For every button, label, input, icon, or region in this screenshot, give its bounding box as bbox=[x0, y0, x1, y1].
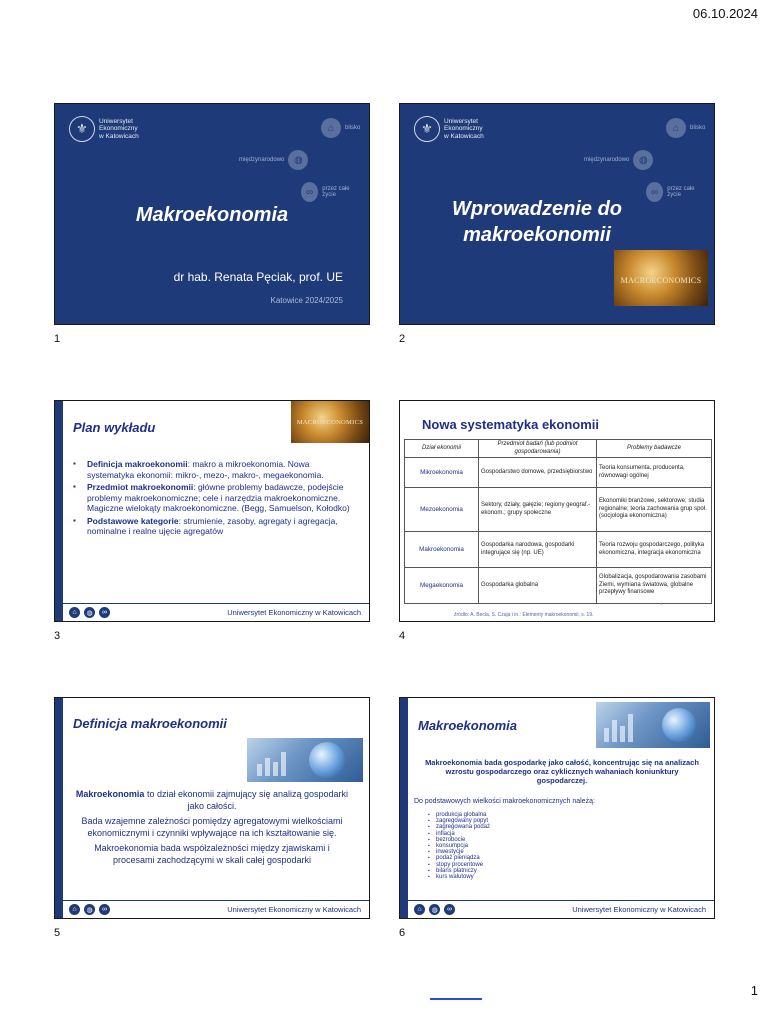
table-row: Makroekonomia Gospodarka narodowa, gospodarki integrujące się (np. UE) Teoria rozwoju gospodarczego, polityka ekonomiczna, integracja ekonomiczna bbox=[405, 532, 712, 568]
globe-icon: ◍ bbox=[84, 904, 95, 915]
macroeconomics-image bbox=[614, 250, 708, 306]
tagline-blisko: blisko bbox=[345, 125, 361, 131]
slide-number: 3 bbox=[54, 630, 61, 642]
tagline-icons bbox=[574, 116, 704, 206]
page-number: 1 bbox=[750, 983, 758, 998]
infinity-icon: ∞ bbox=[99, 607, 110, 618]
logo-line: w Katowicach bbox=[444, 132, 484, 140]
tagline-przez-cale-zycie: przez całe życie bbox=[322, 186, 350, 198]
tagline-icons bbox=[229, 116, 359, 206]
list-item: ▪ bilans płatniczy bbox=[428, 868, 490, 874]
slide-footer bbox=[63, 603, 369, 621]
seal-icon: ⚜ bbox=[69, 116, 95, 142]
table-header: Przedmiot badań (lub podmiot gospodarowania) bbox=[479, 440, 597, 458]
globe-icon: ◍ bbox=[633, 150, 653, 170]
table-header: Dział ekonomii bbox=[405, 440, 479, 458]
footer-label: Uniwersytet Ekonomiczny w Katowicach bbox=[227, 905, 361, 914]
seal-icon: ⚜ bbox=[414, 116, 440, 142]
list-item: ▪ Podstawowe kategorie: strumienie, zasoby, agregaty i agregacja, nominalne i realne ujęcie agregatów bbox=[73, 516, 355, 537]
page-date: 06.10.2024 bbox=[692, 6, 758, 21]
lead-text: Makroekonomia bada gospodarkę jako całość, koncentrując się na analizach wzrostu gospodarczego oraz cyklicznych wahaniach koniunktury gospodarczej. bbox=[425, 758, 699, 785]
list-item: ▪ produkcja globalna bbox=[428, 812, 490, 818]
logo-line: Ekonomiczny bbox=[99, 125, 138, 133]
systematics-table bbox=[404, 439, 712, 604]
tagline-przez-cale-zycie: przez całe życie bbox=[667, 186, 695, 198]
list-item: ▪ podaż pieniądza bbox=[428, 855, 490, 861]
table-source: źródło: A. Becla, S. Czaja i in.: Elementy makroekonomii, s. 19. bbox=[454, 612, 594, 618]
home-icon: ⌂ bbox=[414, 904, 425, 915]
logo-line: w Katowicach bbox=[99, 132, 139, 140]
tagline-blisko: blisko bbox=[690, 125, 706, 131]
table-row: Megaekonomia Gospodarka globalna Globalizacja, gospodarowania zasobami Ziemi, wymiana światowa, globalne przepływy finansowe bbox=[405, 568, 712, 604]
slide-1[interactable] bbox=[54, 103, 370, 325]
list-item: ▪ konsumpcja bbox=[428, 843, 490, 849]
slide-number: 5 bbox=[54, 927, 61, 939]
paragraph: Bada wzajemne zależności pomiędzy agregatowymi wielkościami ekonomicznymi i czynniki wpływające na ich kształtowanie się. bbox=[81, 816, 343, 838]
home-icon: ⌂ bbox=[321, 118, 341, 138]
macroeconomics-image bbox=[291, 401, 369, 443]
slide-number: 4 bbox=[399, 630, 406, 642]
bullet-list bbox=[73, 459, 355, 539]
slide-title: Nowa systematyka ekonomii bbox=[422, 417, 600, 432]
author: dr hab. Renata Pęciak, prof. UE bbox=[173, 270, 343, 284]
table-row: Mezoekonomia Sektory, działy, gałęzie; regiony geograf.-ekonom.; grupy społeczne Ekonomiki branżowe, sektorowe; studia regionalne; teoria zachowania grup społ. (socjologia ekonomiczna) bbox=[405, 488, 712, 532]
slide-title-line-1: Wprowadzenie do bbox=[452, 198, 622, 220]
list-item: ▪ kurs walutowy bbox=[428, 874, 490, 880]
slide-footer bbox=[63, 900, 369, 918]
definition-text: Makroekonomia to dział ekonomii zajmujący się analizą gospodarki jako całości. Bada wzajemne zależności pomiędzy agregatowymi wielkościami ekonomicznymi i czynniki wpływające na ich kształtowanie się. Makroekonomia bada współzależności między zjawiskami i procesami zachodzącymi w skali całej gospodarki bbox=[75, 789, 349, 865]
slide-title: Makroekonomia bbox=[418, 718, 517, 733]
globe-icon: ◍ bbox=[288, 150, 308, 170]
slide-title: Plan wykładu bbox=[73, 420, 156, 435]
finance-chart-image bbox=[247, 738, 363, 782]
term: Makroekonomia bbox=[75, 789, 145, 799]
home-icon: ⌂ bbox=[69, 607, 80, 618]
slide-5[interactable] bbox=[54, 697, 370, 919]
slide-title: Makroekonomia bbox=[135, 204, 289, 226]
slide-number: 6 bbox=[399, 927, 406, 939]
infinity-icon: ∞ bbox=[444, 904, 455, 915]
slide-title: Definicja makroekonomii bbox=[73, 716, 227, 731]
list-item: ▪ bezrobocie bbox=[428, 837, 490, 843]
list-item: ▪ Przedmiot makroekonomii: główne problemy badawcze, podejście problemy makroekonomiczne; cele i narzędzia makroekonomiczne. Magiczne wielokąty makroekonomiczne. (Begg, Samuelson, Kołodko) bbox=[73, 482, 355, 514]
footer-label: Uniwersytet Ekonomiczny w Katowicach bbox=[572, 905, 706, 914]
paragraph: Makroekonomia bada współzależności między zjawiskami i procesami zachodzącymi w skali całej gospodarki bbox=[94, 843, 330, 865]
table-header: Problemy badawcze bbox=[597, 440, 712, 458]
university-logo bbox=[69, 116, 139, 142]
home-icon: ⌂ bbox=[666, 118, 686, 138]
list-item: ▪ inflacja bbox=[428, 831, 490, 837]
tagline-miedzynarodowo: międzynarodowo bbox=[239, 157, 285, 163]
image-caption: MACROECONOMICS bbox=[620, 276, 702, 285]
intro-text: Do podstawowych wielkości makroekonomicznych należą: bbox=[414, 798, 595, 805]
logo-line: Uniwersytet bbox=[99, 117, 133, 125]
slide-4[interactable] bbox=[399, 400, 715, 622]
left-accent-bar bbox=[55, 401, 63, 621]
slide-6[interactable] bbox=[399, 697, 715, 919]
finance-chart-image bbox=[596, 702, 710, 748]
footer-link[interactable] bbox=[430, 998, 482, 1000]
left-accent-bar bbox=[400, 698, 408, 918]
slide-number: 2 bbox=[399, 333, 406, 345]
home-icon: ⌂ bbox=[69, 904, 80, 915]
infinity-icon: ∞ bbox=[99, 904, 110, 915]
globe-icon: ◍ bbox=[429, 904, 440, 915]
list-item: ▪ inwestycje bbox=[428, 849, 490, 855]
infinity-icon: ∞ bbox=[301, 182, 318, 202]
globe-icon: ◍ bbox=[84, 607, 95, 618]
slide-number: 1 bbox=[54, 333, 61, 345]
list-item: ▪ Definicja makroekonomii: makro a mikroekonomia. Nowa systematyka ekonomii: mikro-, mezo-, makro-, megaekonomia. bbox=[73, 459, 355, 480]
list-item: ▪ stopy procentowe bbox=[428, 862, 490, 868]
slide-page-marker: 4 bbox=[660, 601, 663, 606]
slide-title-line-2: makroekonomii bbox=[463, 224, 611, 246]
slide-3[interactable] bbox=[54, 400, 370, 622]
tagline-miedzynarodowo: międzynarodowo bbox=[584, 157, 630, 163]
footer-label: Uniwersytet Ekonomiczny w Katowicach bbox=[227, 608, 361, 617]
image-caption: MACROECONOMICS bbox=[296, 419, 364, 426]
logo-line: Ekonomiczny bbox=[444, 125, 483, 133]
slide-footer bbox=[408, 900, 714, 918]
list-item: ▪ zagregowana podaż bbox=[428, 824, 490, 830]
macro-quantities-list bbox=[428, 812, 490, 880]
logo-line: Uniwersytet bbox=[444, 117, 478, 125]
slide-2[interactable] bbox=[399, 103, 715, 325]
table-row: Mikroekonomia Gospodarstwo domowe, przedsiębiorstwo Teoria konsumenta, producenta, równowagi ogólnej bbox=[405, 458, 712, 488]
infinity-icon: ∞ bbox=[646, 182, 663, 202]
city-year: Katowice 2024/2025 bbox=[270, 296, 343, 305]
list-item: ▪ zagregowany popyt bbox=[428, 818, 490, 824]
left-accent-bar bbox=[55, 698, 63, 918]
university-logo bbox=[414, 116, 484, 142]
